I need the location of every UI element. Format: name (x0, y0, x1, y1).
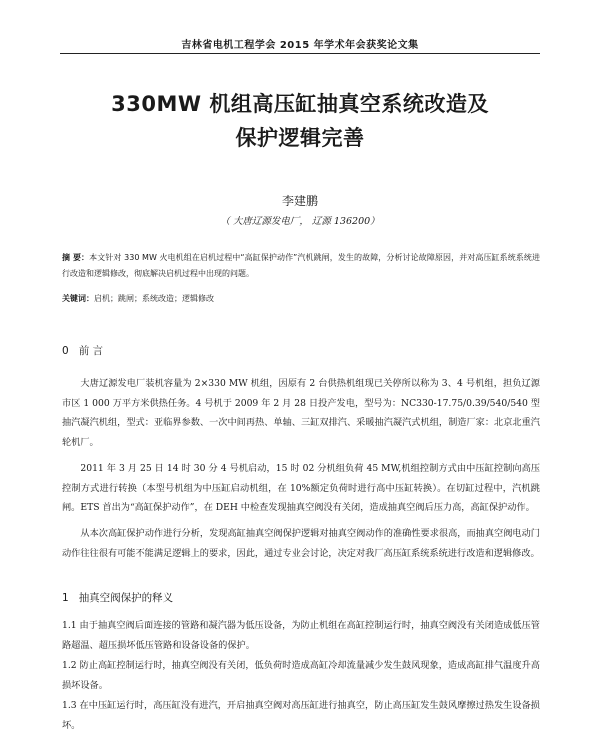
list-item-1-3: 1.3 在中压缸运行时，高压缸没有进汽，开启抽真空阀对高压缸进行抽真空，防止高压缸发生鼓风摩擦过热发生设备损坏。 (62, 700, 540, 731)
section-heading-0 (62, 343, 103, 358)
section-heading-1 (62, 590, 173, 605)
paragraph-1: 大唐辽源发电厂装机容量为 2×330 MW 机组，因原有 2 台供热机组现已关停所以称为 3、4 号机组，担负辽源市区 1 000 万平方米供热任务。4 号机于 2009 年 2 月 28 日投产发电，型号为：NC330-17.75/0.39/540/540 型抽汽凝汽机组，型式：亚临界参数、一次中间再热、单轴、三缸双排汽、采暖抽汽凝汽式机组，制造厂家：北京北重汽轮机厂。 (62, 378, 540, 448)
section-title: 抽真空阀保护的释义 (78, 592, 174, 604)
paper-title-line-1: 330MW 机组高压缸抽真空系统改造及 (111, 92, 489, 116)
section-number: 1 (62, 592, 69, 604)
paragraph-2: 2011 年 3 月 25 日 14 时 30 分 4 号机启动，15 时 02 分机组负荷 45 MW,机组控制方式由中压缸控制向高压控制方式进行转换（本型号机组为中压缸启动机组，在 10%额定负荷时进行高中压缸转换）。在切缸过程中，汽机跳闸。ETS 首出为“高缸保护动作”，在 DEH 中检查发现抽真空阀没有关闭，造成抽真空阀后压力高，高缸保护动作。 (62, 463, 540, 514)
section-title: 前 言 (78, 345, 104, 357)
list-item-1-2: 1.2 防止高缸控制运行时，抽真空阀没有关闭，低负荷时造成高缸冷却流量减少发生鼓风现象，造成高缸排气温度升高损坏设备。 (62, 660, 540, 691)
header-rule (60, 53, 540, 54)
abstract-text: 本文针对 330 MW 火电机组在启机过程中“高缸保护动作”汽机跳闸，发生的故障，分析讨论故障原因，并对高压缸系统系统进行改造和逻辑修改，彻底解决启机过程中出现的问题。 (62, 253, 540, 278)
abstract-label: 摘 要： (62, 253, 90, 262)
running-header: 吉林省电机工程学会 2015 年学术年会获奖论文集 (181, 40, 419, 51)
keywords-label: 关键词： (62, 294, 94, 303)
keywords (62, 292, 540, 306)
keywords-text: 启机；跳闸；系统改造；逻辑修改 (94, 294, 214, 303)
abstract (62, 250, 540, 282)
author-name: 李建鹏 (281, 194, 318, 208)
section-number: 0 (62, 345, 69, 357)
paper-title-line-2: 保护逻辑完善 (235, 126, 365, 150)
author-affiliation: （ 大唐辽源发电厂， 辽源 136200） (220, 216, 380, 227)
list-item-1-1: 1.1 由于抽真空阀后面连接的管路和凝汽器为低压设备，为防止机组在高缸控制运行时，抽真空阀没有关闭造成低压管路超温、超压损坏低压管路和设备设备的保护。 (62, 620, 540, 651)
paragraph-3: 从本次高缸保护动作进行分析，发现高缸抽真空阀保护逻辑对抽真空阀动作的准确性要求很高，而抽真空阀电动门动作往往很有可能不能满足逻辑上的要求，因此，通过专业会讨论，决定对我厂高压缸系统系统进行改造和逻辑修改。 (62, 528, 540, 559)
